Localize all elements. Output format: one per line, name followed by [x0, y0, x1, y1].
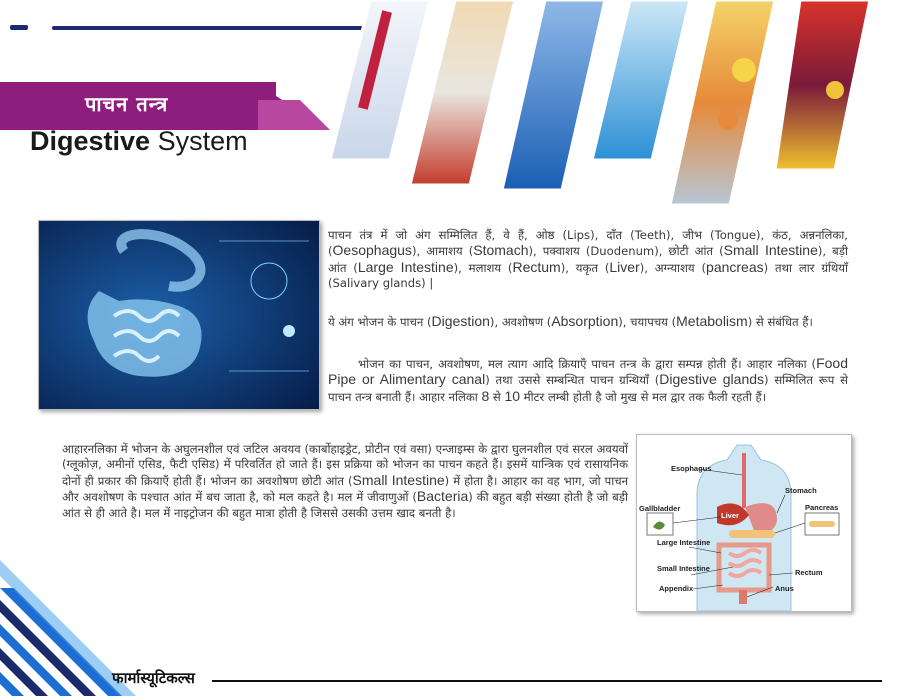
text: पाचन तंत्र में जो अंग सम्मिलित हैं, वे हैं, ओष्ठ (Lips), दाँत (Teeth), जीभ (Tongue), कंठ, अन्ननलिका, ( [328, 228, 848, 259]
hindi-title: पाचन तन्त्र [85, 92, 169, 116]
term: Liver [609, 258, 640, 275]
label-large-intestine: Large Intestine [657, 538, 711, 547]
text: से [489, 389, 505, 404]
term: 8 [481, 387, 490, 404]
page-title [30, 126, 248, 157]
label-rectum: Rectum [795, 568, 823, 577]
term: Large Intestine [357, 258, 454, 275]
text: ) तथा उससे सम्बन्धित पाचन ग्रन्थियाँ ( [485, 373, 660, 388]
term: Metabolism [676, 313, 748, 329]
text: ), आमाशय ( [411, 244, 474, 259]
paragraph-functions [328, 314, 848, 330]
text: ), मलाशय ( [453, 260, 513, 275]
term: Oesophagus [332, 242, 412, 259]
label-liver: Liver [721, 511, 739, 520]
header-photo-strips [330, 0, 900, 215]
title-rest: System [157, 126, 248, 156]
label-anus: Anus [775, 584, 794, 593]
paragraph-alimentary-canal [328, 356, 848, 405]
term: Digestive glands [659, 371, 765, 388]
text: ) से संबंधित हैं। [747, 315, 813, 329]
paragraph-organs [328, 228, 848, 292]
label-esophagus: Esophagus [671, 464, 712, 473]
term: 10 [504, 387, 521, 404]
term: Stomach [473, 242, 529, 259]
text: ), बड़ी आंत ( [328, 244, 848, 275]
text: ), पक्वाशय (Duodenum), छोटी आंत ( [528, 244, 724, 259]
text: ) में होता है। आहार का वह भाग, जो पाचन और अवशोषण के पश्चात आंत में बच जाता है, को मल कहते है। मल में जीवाणुओं ( [62, 473, 629, 505]
term: Absorption [551, 313, 619, 329]
term: Digestion [431, 313, 490, 329]
text: मीटर लम्बी होती है जो मुख से मल द्वार तक फैली रहती हैं। [520, 389, 767, 404]
text: ) तथा लार ग्रंथियाँ (Salivary glands) | [328, 260, 848, 291]
text: ), अवशोषण ( [489, 315, 552, 329]
term: pancreas [706, 258, 764, 275]
intestine-illustration [38, 220, 320, 410]
term: Small Intestine [723, 242, 818, 259]
text: भोजन का पाचन, अवशोषण, मल त्याग आदि क्रियाएँ पाचन तन्त्र के द्वारा सम्पन्न होती हैं। आहार नलिका ( [358, 357, 817, 371]
title-bold: Digestive [30, 126, 151, 156]
term: Bacteria [416, 488, 469, 505]
label-appendix: Appendix [659, 584, 694, 593]
text: आहारनलिका में भोजन के अघुलनशील एवं जटिल अवयव (कार्बोहाइड्रेट, प्रोटीन एवं वसा) एन्जाइम्स के द्वारा घुलनशील एवं सरल अवयवों (ग्लूकोज़, अमीनों एसिड, फैटी एसिड) में परिवर्तित हो जाते हैं। इस प्रक्रिया को भोजन का पाचन कहते हैं। इसमें यान्त्रिक एवं रासायनिक दोनों ही प्रकार की क्रियाएँ होती हैं। भोजन का अवशोषण छोटी आंत ( [62, 442, 628, 488]
label-gallbladder: Gallbladder [639, 504, 681, 513]
footer-rule [212, 680, 882, 682]
label-stomach: Stomach [785, 486, 817, 495]
text: ये अंग भोजन के पाचन ( [328, 315, 432, 329]
paragraph-digestion-process [62, 442, 628, 521]
text: ), यकृत ( [560, 260, 610, 275]
text: ) सम्मिलित रूप से पाचन तन्त्र बनाती हैं। आहार नलिका [328, 373, 848, 404]
text: ) की बहुत बड़ी संख्या होती है जो बड़ी आंत से ही आते है। मल में नाइट्रोजन की बहुत मात्रा होती है जिससे उसकी उत्तम खाद बनती है। [62, 490, 629, 520]
term: Small Intestine [352, 471, 445, 488]
label-small-intestine: Small Intestine [657, 564, 710, 573]
term: Food Pipe or Alimentary canal [328, 355, 848, 388]
label-pancreas: Pancreas [805, 503, 839, 512]
footer-label: फार्मास्यूटिकल्स [112, 669, 195, 687]
header-dash [10, 25, 28, 30]
text: ), अग्न्याशय ( [639, 260, 707, 275]
term: Rectum [512, 258, 561, 275]
digestive-system-diagram [636, 434, 852, 612]
text: ), चयापचय ( [618, 315, 677, 329]
